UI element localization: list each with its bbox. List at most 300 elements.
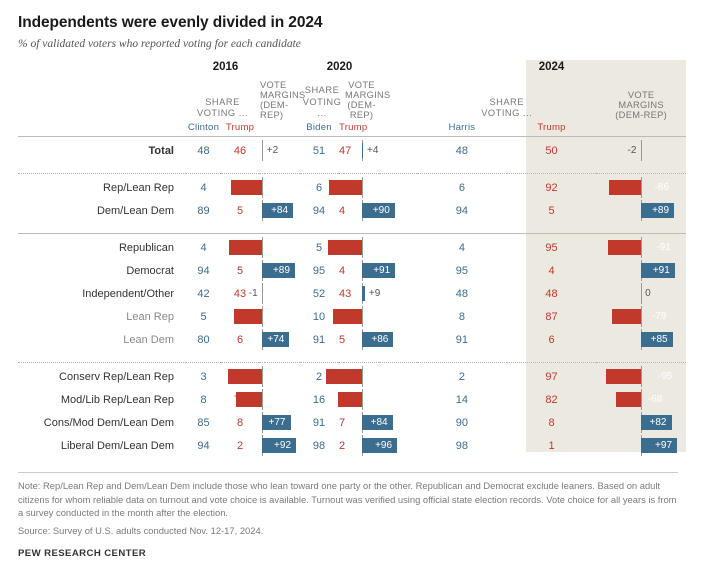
spacer-cell xyxy=(265,162,300,174)
margin-bar-2016 xyxy=(259,388,285,411)
bar-wrap xyxy=(344,283,379,304)
share-dem-2016: 85 xyxy=(197,416,210,429)
row-label: Total xyxy=(148,144,174,157)
share-rep-2024: 82 xyxy=(545,393,558,406)
share-rep-2016: 2 xyxy=(236,439,244,452)
header-gap xyxy=(265,60,300,79)
share-dem-2024: 98 xyxy=(455,439,468,452)
brand-footer: PEW RESEARCH CENTER xyxy=(18,547,147,559)
margin-value-label: -86 xyxy=(654,182,669,193)
margin-value-label: +89 xyxy=(272,265,290,276)
spacer-cell xyxy=(379,457,417,466)
zero-axis xyxy=(262,237,263,258)
margin-value-label: +86 xyxy=(371,334,389,345)
margin-value-label: +90 xyxy=(372,205,390,216)
margin-value-label: 0 xyxy=(645,288,651,299)
bar-wrap xyxy=(596,237,686,258)
table-row xyxy=(18,388,686,411)
margin-bar-2020 xyxy=(344,259,391,282)
margin-bar-2020 xyxy=(344,411,388,434)
spacer-cell xyxy=(186,457,221,466)
table-row xyxy=(18,236,686,259)
table-row xyxy=(18,411,686,434)
margin-value-label: +89 xyxy=(652,205,670,216)
margin-bar-2024 xyxy=(596,199,686,222)
spacer-cell xyxy=(344,457,379,466)
note-text: Note: Rep/Lean Rep and Dem/Lean Dem include those who lean toward one party or the other. Republican and Democrat exclude leaners. Based on adult citizens for whom reliable data on turnout and vote choice is available. Turnout was verified using official state election records. Vote choice for all years is from a survey conducted in the month after the election. xyxy=(18,480,677,519)
zero-axis xyxy=(262,306,263,327)
bar-rep-margin xyxy=(328,240,361,255)
share-dem-2024: 6 xyxy=(458,181,465,194)
share-rep-2024: 5 xyxy=(548,204,555,217)
bar-wrap xyxy=(596,435,686,456)
spacer-cell xyxy=(18,351,186,363)
margin-bar-2020 xyxy=(344,365,393,388)
row-label: Conserv Rep/Lean Rep xyxy=(59,370,174,383)
spacer-cell xyxy=(507,351,597,363)
share-rep-2024: 92 xyxy=(545,181,558,194)
share-dem-2024: 48 xyxy=(455,287,468,300)
margin-bar-2024 xyxy=(596,328,686,351)
row-gap xyxy=(379,139,417,162)
margin-bar-2024 xyxy=(596,176,686,199)
margin-bar-2024 xyxy=(596,139,686,162)
share-rep-2020: 7 xyxy=(339,416,346,429)
bar-wrap xyxy=(259,177,290,198)
margin-bar-2016 xyxy=(259,411,286,434)
data-table xyxy=(18,60,686,466)
share-dem-2020: 6 xyxy=(315,181,323,194)
bar-rep-margin xyxy=(609,180,641,195)
spacer-cell xyxy=(596,162,686,174)
candidate-dem-2024: Harris xyxy=(448,122,476,133)
share-rep-2020: 43 xyxy=(339,287,352,300)
spacer-cell xyxy=(265,351,300,363)
margin-value-label: +97 xyxy=(655,440,673,451)
spacer-cell xyxy=(507,222,597,234)
header-gap xyxy=(265,121,300,137)
share-voting-header-2024: SHARE VOTING ... xyxy=(481,96,533,119)
row-label: Rep/Lean Rep xyxy=(103,181,174,194)
header-group-row xyxy=(18,79,686,121)
row-label: Mod/Lib Rep/Lean Rep xyxy=(60,393,174,406)
share-dem-2020: 5 xyxy=(315,241,323,254)
margin-bar-2020 xyxy=(344,434,393,457)
margin-bar-2024 xyxy=(596,434,686,457)
bar-wrap xyxy=(596,389,686,410)
header-candidate-row xyxy=(18,121,686,137)
margin-bar-2020 xyxy=(344,139,379,162)
share-dem-2020: 95 xyxy=(312,264,326,277)
share-dem-2016: 80 xyxy=(197,333,210,346)
margin-bar-2016 xyxy=(259,259,290,282)
margin-bar-2016 xyxy=(259,139,279,162)
margin-value-label: -90 xyxy=(376,242,391,253)
spacer-cell xyxy=(344,222,379,234)
share-rep-2024: 95 xyxy=(545,241,558,254)
spacer-cell xyxy=(379,162,417,174)
bar-wrap xyxy=(344,177,390,198)
bar-rep-margin xyxy=(236,392,262,407)
bar-wrap xyxy=(344,329,389,350)
margin-value-label: +2 xyxy=(266,145,279,156)
bar-rep-margin xyxy=(606,369,641,384)
margin-value-label: +9 xyxy=(368,288,381,299)
margin-value-label: +91 xyxy=(652,265,670,276)
share-rep-2016: 46 xyxy=(233,144,247,157)
bar-wrap xyxy=(344,412,388,433)
page-title: Independents were evenly divided in 2024 xyxy=(18,14,323,31)
year-header-2020: 2020 xyxy=(326,61,353,73)
margin-bar-2024 xyxy=(596,305,686,328)
bar-rep-margin xyxy=(231,180,262,195)
bar-wrap xyxy=(596,306,686,327)
margin-value-label: -88 xyxy=(276,242,291,253)
spacer-cell xyxy=(186,351,221,363)
bar-wrap xyxy=(596,140,686,161)
share-dem-2020: 98 xyxy=(312,439,326,452)
share-rep-2020: 5 xyxy=(339,333,346,346)
margin-bar-2016 xyxy=(259,365,292,388)
spacer-cell xyxy=(344,162,379,174)
zero-axis xyxy=(641,283,642,304)
margin-value-label: -76 xyxy=(371,311,386,322)
candidate-rep-2024: Trump xyxy=(537,122,566,133)
margin-bar-2024 xyxy=(596,365,686,388)
row-label: Dem/Lean Dem xyxy=(96,204,174,217)
spacer-row xyxy=(18,351,686,363)
spacer-cell xyxy=(379,222,417,234)
share-dem-2024: 4 xyxy=(458,241,465,254)
table-row xyxy=(18,259,686,282)
bar-wrap xyxy=(344,366,393,387)
candidate-rep-2016: Trump xyxy=(225,122,255,133)
row-gap xyxy=(379,282,417,305)
margin-value-label: -95 xyxy=(378,371,393,382)
share-voting-header-2020: SHARE VOTING ... xyxy=(302,85,342,119)
zero-axis xyxy=(362,306,363,327)
margin-bar-2016 xyxy=(259,236,291,259)
share-dem-2020: 51 xyxy=(312,144,326,157)
bar-wrap xyxy=(344,435,393,456)
spacer-cell xyxy=(417,457,507,466)
zero-axis xyxy=(641,389,642,410)
spacer-row xyxy=(18,222,686,234)
row-label: Lean Rep xyxy=(126,310,174,323)
share-rep-2024: 50 xyxy=(545,144,558,157)
margin-value-label: +96 xyxy=(375,440,393,451)
share-dem-2016: 4 xyxy=(200,241,207,254)
row-label: Republican xyxy=(118,241,174,254)
margin-value-label: -87 xyxy=(375,182,390,193)
spacer-cell xyxy=(596,457,686,466)
zero-axis xyxy=(262,366,263,387)
bar-wrap xyxy=(344,389,382,410)
margin-bar-2020 xyxy=(344,328,389,351)
bar-wrap xyxy=(259,366,292,387)
share-voting-header-2016: SHARE VOTING ... xyxy=(197,96,248,119)
margin-value-label: +85 xyxy=(650,334,668,345)
spacer-cell xyxy=(596,351,686,363)
margin-value-label: +4 xyxy=(367,145,379,156)
row-gap xyxy=(265,282,300,305)
margin-bar-2020 xyxy=(344,176,390,199)
margin-value-label: -68 xyxy=(647,394,663,405)
bar-wrap xyxy=(259,435,292,456)
share-dem-2020: 2 xyxy=(315,370,323,383)
table-row xyxy=(18,139,686,162)
zero-axis xyxy=(641,366,642,387)
spacer-cell xyxy=(596,222,686,234)
margin-bar-2024 xyxy=(596,388,686,411)
bar-dem-margin xyxy=(362,143,363,158)
table-row xyxy=(18,176,686,199)
share-dem-2016: 3 xyxy=(200,370,207,383)
margin-value-label: +91 xyxy=(373,265,391,276)
spacer-cell xyxy=(221,457,259,466)
share-dem-2020: 94 xyxy=(312,204,326,217)
bar-rep-margin xyxy=(228,369,262,384)
margin-bar-2024 xyxy=(596,282,686,305)
margin-value-label: -2 xyxy=(627,145,637,156)
share-dem-2020: 91 xyxy=(312,416,326,429)
bar-rep-margin xyxy=(329,180,361,195)
chart-area xyxy=(18,60,686,466)
margin-bar-2016 xyxy=(259,434,292,457)
margin-bar-2016 xyxy=(248,282,265,305)
margin-bar-2020 xyxy=(344,305,386,328)
bar-wrap xyxy=(344,306,386,327)
spacer-cell xyxy=(300,222,338,234)
bar-wrap xyxy=(596,366,686,387)
vote-margins-header-2024: VOTE MARGINS (DEM-REP) xyxy=(615,90,668,120)
zero-axis xyxy=(262,389,263,410)
margin-value-label: +77 xyxy=(268,417,286,428)
share-dem-2020: 52 xyxy=(312,287,326,300)
share-dem-2016: 89 xyxy=(197,204,210,217)
bar-wrap xyxy=(259,306,287,327)
spacer-cell xyxy=(344,351,379,363)
vote-margins-header-2020: VOTE MARGINS (DEM-REP) xyxy=(345,80,391,120)
share-dem-2016: 8 xyxy=(200,393,207,406)
margin-bar-2024 xyxy=(596,259,686,282)
share-dem-2016: 42 xyxy=(197,287,210,300)
table-row xyxy=(18,328,686,351)
candidate-rep-2020: Trump xyxy=(339,122,368,133)
year-header-2016: 2016 xyxy=(212,61,239,73)
zero-axis xyxy=(641,237,642,258)
vote-margins-header-2016: VOTE MARGINS (DEM-REP) xyxy=(260,80,306,120)
bar-wrap xyxy=(259,260,290,281)
margin-bar-2016 xyxy=(259,305,287,328)
margin-value-label: -77 xyxy=(272,311,287,322)
margin-value-label: -1 xyxy=(248,288,258,299)
margin-bar-2024 xyxy=(596,236,686,259)
margin-value-label: +84 xyxy=(370,417,388,428)
bar-wrap xyxy=(596,200,686,221)
bar-rep-margin xyxy=(333,309,361,324)
zero-axis xyxy=(641,140,642,161)
share-dem-2024: 91 xyxy=(455,333,468,346)
header-spacer xyxy=(18,79,186,121)
share-dem-2024: 8 xyxy=(458,310,465,323)
zero-axis xyxy=(262,283,263,304)
table-row xyxy=(18,365,686,388)
margin-value-label: -71 xyxy=(269,394,285,405)
share-rep-2016: 8 xyxy=(236,416,244,429)
share-rep-2016: 5 xyxy=(236,264,244,277)
spacer-cell xyxy=(507,162,597,174)
bar-wrap xyxy=(344,237,391,258)
share-dem-2024: 95 xyxy=(455,264,468,277)
bar-wrap xyxy=(596,177,686,198)
zero-axis xyxy=(262,140,263,161)
spacer-cell xyxy=(186,222,221,234)
share-dem-2024: 48 xyxy=(455,144,468,157)
share-rep-2024: 4 xyxy=(548,264,555,277)
share-rep-2020: 2 xyxy=(339,439,346,452)
margin-bar-2020 xyxy=(344,236,391,259)
spacer-cell xyxy=(300,162,338,174)
share-rep-2016: 5 xyxy=(236,204,244,217)
bar-wrap xyxy=(248,283,265,304)
share-dem-2016: 94 xyxy=(197,439,210,452)
spacer-row xyxy=(18,457,686,466)
margin-bar-2020 xyxy=(344,282,379,305)
spacer-cell xyxy=(300,457,338,466)
candidate-dem-2016: Clinton xyxy=(187,122,220,133)
row-label: Independent/Other xyxy=(82,287,174,300)
spacer-cell xyxy=(379,351,417,363)
row-label: Democrat xyxy=(126,264,174,277)
table-row xyxy=(18,282,686,305)
spacer-cell xyxy=(417,222,507,234)
zero-axis xyxy=(362,389,363,410)
share-rep-2024: 8 xyxy=(548,416,555,429)
zero-axis xyxy=(362,177,363,198)
header-spacer xyxy=(18,60,186,79)
margin-bar-2020 xyxy=(344,199,390,222)
share-rep-2016: 6 xyxy=(236,333,244,346)
share-rep-2024: 87 xyxy=(545,310,558,323)
share-rep-2020: 47 xyxy=(339,144,352,157)
bar-wrap xyxy=(259,237,291,258)
row-label: Lean Dem xyxy=(123,333,174,346)
spacer-row xyxy=(18,162,686,174)
spacer-cell xyxy=(221,222,259,234)
header-gap xyxy=(379,121,417,137)
bar-rep-margin xyxy=(234,309,262,324)
margin-value-label: +92 xyxy=(274,440,292,451)
share-dem-2024: 14 xyxy=(455,393,468,406)
spacer-cell xyxy=(18,457,186,466)
margin-value-label: -79 xyxy=(651,311,667,322)
candidate-dem-2020: Biden xyxy=(306,122,332,133)
spacer-cell xyxy=(507,457,597,466)
source-text: Source: Survey of U.S. adults conducted Nov. 12-17, 2024. xyxy=(18,524,264,536)
bar-rep-margin xyxy=(326,369,361,384)
bar-wrap xyxy=(596,329,686,350)
margin-bar-2016 xyxy=(259,176,290,199)
zero-axis xyxy=(641,306,642,327)
share-dem-2016: 4 xyxy=(200,181,207,194)
bar-rep-margin xyxy=(608,240,642,255)
margin-value-label: -65 xyxy=(367,394,382,405)
share-rep-2020: 4 xyxy=(339,204,346,217)
spacer-cell xyxy=(265,222,300,234)
spacer-cell xyxy=(417,351,507,363)
table-row xyxy=(18,434,686,457)
margin-value-label: -85 xyxy=(275,182,290,193)
margin-value-label: +74 xyxy=(267,334,285,345)
bar-dem-margin xyxy=(362,286,365,301)
header-spacer xyxy=(18,121,186,137)
table-row xyxy=(18,305,686,328)
row-label: Liberal Dem/Lean Dem xyxy=(60,439,174,452)
margin-value-label: +82 xyxy=(649,417,667,428)
spacer-cell xyxy=(18,162,186,174)
page-subtitle: % of validated voters who reported voting for each candidate xyxy=(18,38,301,50)
notes-block xyxy=(18,472,678,538)
margin-value-label: -95 xyxy=(657,371,673,382)
share-dem-2016: 48 xyxy=(197,144,210,157)
bar-wrap xyxy=(596,283,686,304)
spacer-cell xyxy=(417,162,507,174)
share-rep-2024: 1 xyxy=(548,439,555,452)
bar-wrap xyxy=(259,329,285,350)
share-dem-2020: 10 xyxy=(312,310,326,323)
spacer-cell xyxy=(186,162,221,174)
share-dem-2016: 5 xyxy=(200,310,207,323)
margin-value-label: -91 xyxy=(656,242,671,253)
share-dem-2024: 94 xyxy=(455,204,468,217)
share-dem-2024: 90 xyxy=(455,416,468,429)
margin-bar-2016 xyxy=(259,328,285,351)
bar-wrap xyxy=(259,389,285,410)
zero-axis xyxy=(262,177,263,198)
row-gap xyxy=(379,388,417,411)
bar-wrap xyxy=(344,260,391,281)
spacer-cell xyxy=(18,222,186,234)
bar-wrap xyxy=(596,260,686,281)
margin-value-label: -91 xyxy=(277,371,292,382)
margin-bar-2016 xyxy=(259,199,289,222)
bar-rep-margin xyxy=(229,240,262,255)
margin-value-label: +84 xyxy=(271,205,289,216)
share-rep-2024: 6 xyxy=(548,333,555,346)
zero-axis xyxy=(362,366,363,387)
header-gap xyxy=(379,60,417,79)
spacer-cell xyxy=(300,351,338,363)
share-dem-2016: 94 xyxy=(197,264,210,277)
share-rep-2024: 48 xyxy=(545,287,558,300)
spacer-cell xyxy=(221,351,259,363)
bar-rep-margin xyxy=(616,392,641,407)
share-rep-2024: 97 xyxy=(545,370,558,383)
spacer-cell xyxy=(221,162,259,174)
bar-rep-margin xyxy=(612,309,641,324)
bar-wrap xyxy=(259,140,279,161)
bar-wrap xyxy=(344,200,390,221)
share-dem-2024: 2 xyxy=(458,370,465,383)
header-year-row xyxy=(18,60,686,79)
margin-bar-2020 xyxy=(344,388,382,411)
share-rep-2016: 43 xyxy=(233,287,247,300)
spacer-cell xyxy=(265,457,300,466)
bar-wrap xyxy=(596,412,686,433)
bar-wrap xyxy=(259,412,286,433)
bar-rep-margin xyxy=(338,392,362,407)
